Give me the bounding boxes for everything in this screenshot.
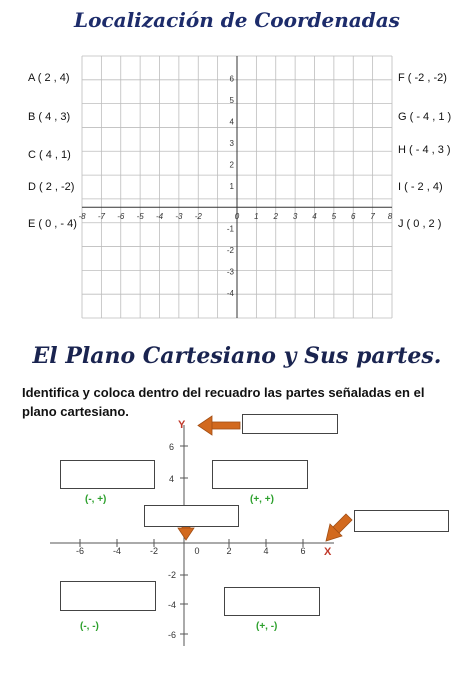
answer-box-x-axis[interactable] bbox=[354, 510, 449, 532]
grid-y-tick-label: -4 bbox=[226, 288, 234, 298]
y-tick-label: -4 bbox=[167, 600, 176, 610]
grid-y-tick-label: -1 bbox=[226, 224, 234, 234]
arrow-to-y-axis-icon bbox=[198, 416, 240, 435]
grid-y-tick-label: 2 bbox=[229, 160, 234, 170]
x-tick-label: 4 bbox=[263, 546, 269, 556]
grid-x-tick-label: -5 bbox=[136, 212, 144, 222]
page-title: Localización de Coordenadas bbox=[74, 8, 400, 32]
answer-box-origin[interactable] bbox=[144, 505, 239, 527]
grid-x-tick-label: 7 bbox=[370, 212, 375, 222]
answer-box-quadrant-4[interactable] bbox=[224, 587, 320, 616]
grid-x-tick-label: -4 bbox=[155, 212, 164, 222]
grid-y-tick-label: 3 bbox=[229, 138, 234, 148]
y-tick-label: 6 bbox=[168, 442, 174, 452]
grid-x-tick-label: 0 bbox=[234, 212, 240, 222]
quadrant-1-label: (+, +) bbox=[250, 494, 274, 505]
point-label-f: F ( -2 , -2) bbox=[398, 72, 447, 84]
point-label-b: B ( 4 , 3) bbox=[28, 111, 71, 123]
point-label-c: C ( 4 , 1) bbox=[28, 149, 71, 161]
grid-y-tick-label: -3 bbox=[226, 267, 234, 277]
grid-x-tick-label: -7 bbox=[97, 212, 105, 222]
grid-x-tick-label: 8 bbox=[387, 212, 393, 222]
grid-y-tick-label: -2 bbox=[226, 246, 234, 256]
grid-x-tick-label: 2 bbox=[273, 212, 278, 222]
answer-box-quadrant-3[interactable] bbox=[60, 581, 156, 611]
y-axis-label: Y bbox=[178, 419, 186, 431]
grid-y-tick-label: 6 bbox=[229, 74, 234, 84]
quadrant-4-label: (+, -) bbox=[256, 621, 278, 632]
grid-x-tick-label: -8 bbox=[78, 212, 86, 222]
grid-x-tick-label: 3 bbox=[292, 212, 298, 222]
answer-box-quadrant-2[interactable] bbox=[60, 460, 155, 489]
quadrant-3-label: (-, -) bbox=[80, 621, 99, 632]
grid-y-tick-label: 1 bbox=[229, 181, 234, 191]
point-label-g: G ( - 4 , 1 ) bbox=[398, 111, 452, 123]
grid-x-tick-label: 5 bbox=[331, 212, 337, 222]
grid-y-tick-label: 4 bbox=[229, 117, 234, 127]
instruction-text: Identifica y coloca dentro del recuadro las partes señaladas en el plano cartesiano. bbox=[22, 385, 425, 419]
coordinate-grid[interactable] bbox=[78, 56, 393, 318]
x-tick-label: -2 bbox=[149, 546, 159, 556]
grid-x-tick-label: 1 bbox=[254, 212, 259, 222]
origin-label: 0 bbox=[194, 546, 200, 556]
point-label-i: I ( - 2 , 4) bbox=[398, 181, 443, 193]
grid-x-tick-label: 4 bbox=[312, 212, 317, 222]
section-title: El Plano Cartesiano y Sus partes. bbox=[32, 343, 442, 369]
grid-x-tick-label: -3 bbox=[175, 212, 183, 222]
grid-x-tick-label: -6 bbox=[117, 212, 125, 222]
point-label-j: J ( 0 , 2 ) bbox=[398, 218, 442, 230]
y-tick-label: 4 bbox=[168, 474, 174, 484]
quadrant-2-label: (-, +) bbox=[85, 494, 107, 505]
answer-box-quadrant-1[interactable] bbox=[212, 460, 308, 489]
y-tick-label: -6 bbox=[167, 630, 176, 640]
x-tick-label: 6 bbox=[300, 546, 306, 556]
answer-box-y-axis[interactable] bbox=[242, 414, 338, 434]
x-tick-label: -6 bbox=[75, 546, 85, 556]
arrow-to-x-axis-icon bbox=[326, 514, 352, 541]
x-tick-label: -4 bbox=[112, 546, 122, 556]
point-label-d: D ( 2 , -2) bbox=[28, 181, 75, 193]
point-label-a: A ( 2 , 4) bbox=[28, 72, 70, 84]
point-label-e: E ( 0 , - 4) bbox=[28, 218, 77, 230]
grid-x-tick-label: 6 bbox=[351, 212, 356, 222]
grid-y-tick-label: 5 bbox=[229, 96, 234, 106]
x-axis-label: X bbox=[324, 546, 332, 558]
point-label-h: H ( - 4 , 3 ) bbox=[398, 144, 451, 156]
x-tick-label: 2 bbox=[226, 546, 232, 556]
grid-x-tick-label: -2 bbox=[194, 212, 202, 222]
y-tick-label: -2 bbox=[167, 570, 176, 580]
